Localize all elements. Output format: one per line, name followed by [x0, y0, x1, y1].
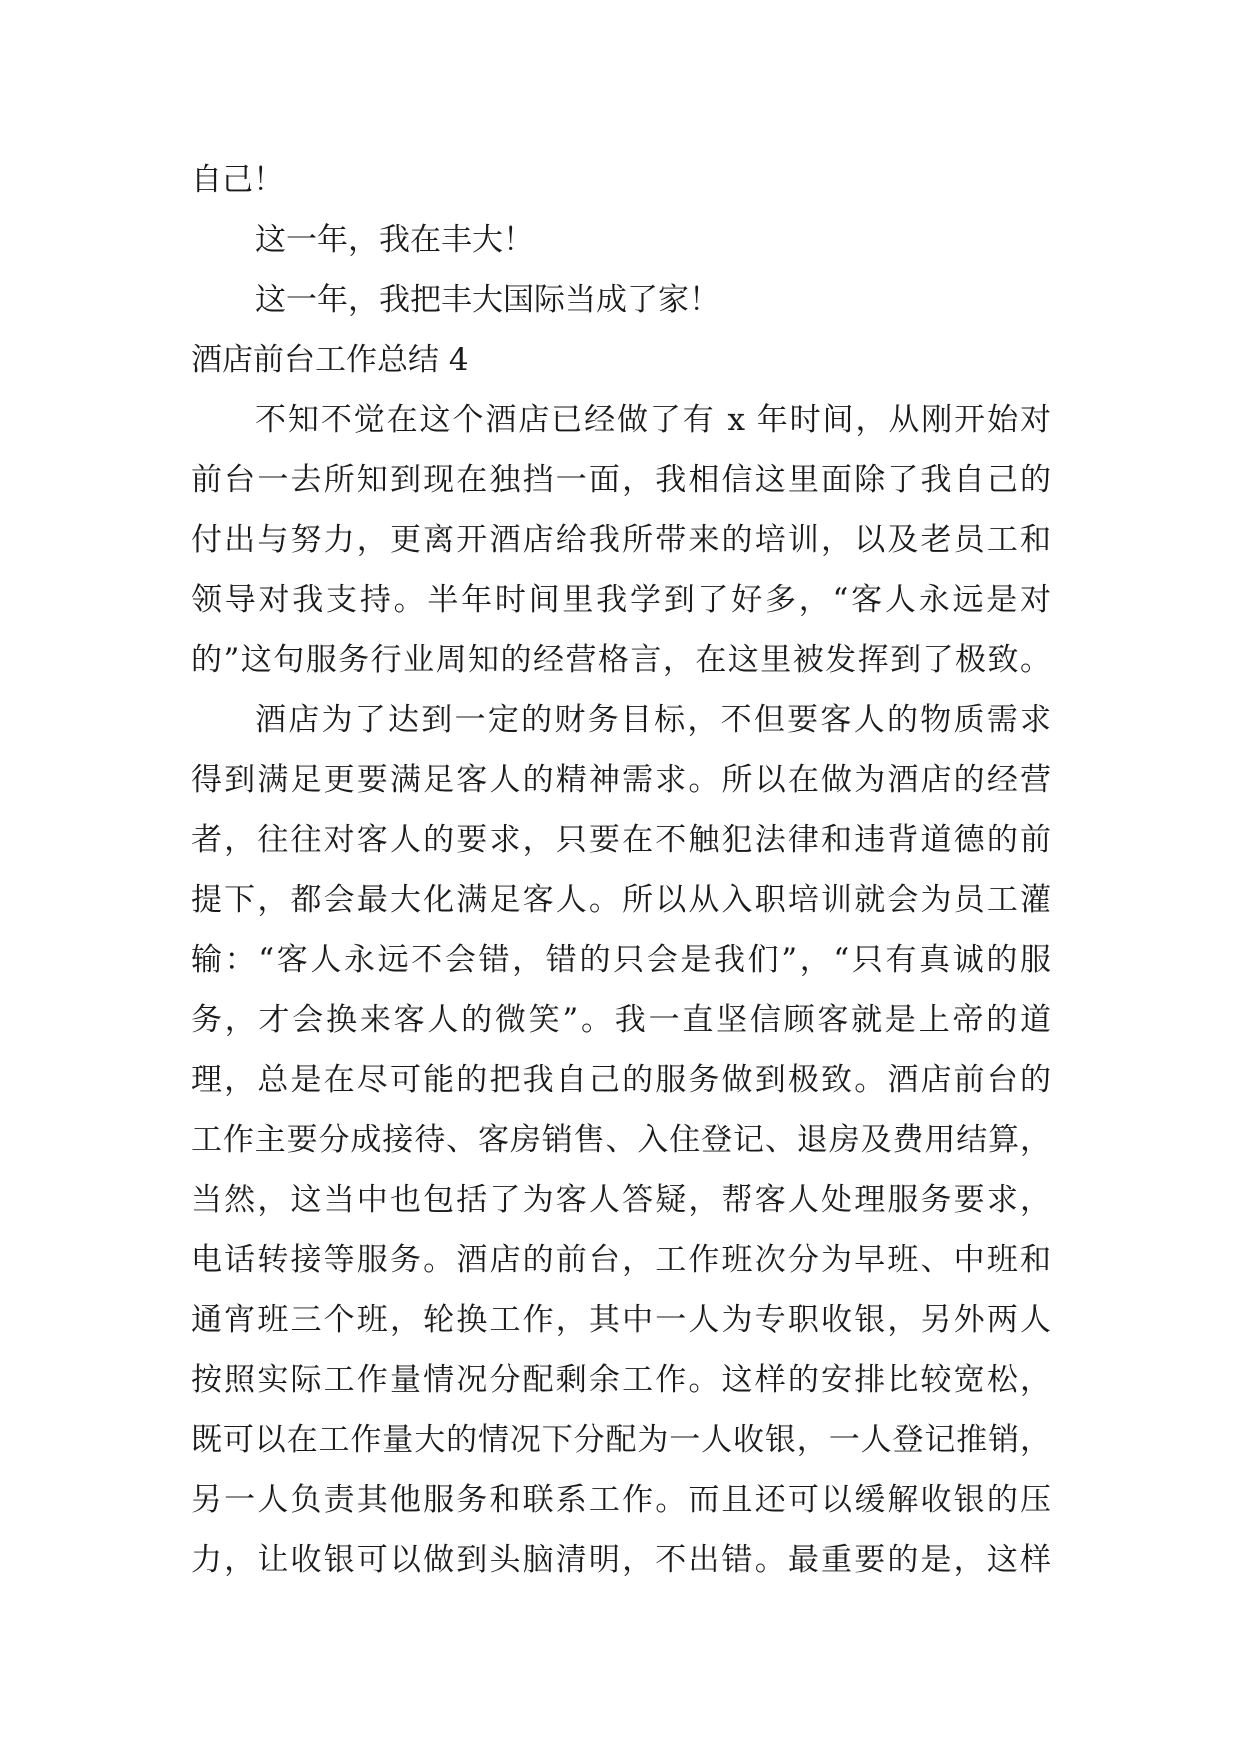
- section-title: 酒店前台工作总结 4: [191, 342, 469, 378]
- text-line: 既可以在工作量大的情况下分配为一人收银，一人登记推销，: [191, 1422, 1051, 1458]
- text-line: 通宵班三个班，轮换工作，其中一人为专职收银，另外两人: [191, 1302, 1051, 1338]
- text-line: 自己！: [191, 162, 284, 198]
- text-line: 另一人负责其他服务和联系工作。而且还可以缓解收银的压: [191, 1482, 1051, 1518]
- text-line: 前台一去所知到现在独挡一面，我相信这里面除了我自己的: [191, 462, 1051, 498]
- paragraph-2: [191, 690, 1051, 1590]
- text-line: 按照实际工作量情况分配剩余工作。这样的安排比较宽松，: [191, 1362, 1051, 1398]
- text-line: 电话转接等服务。酒店的前台，工作班次分为早班、中班和: [191, 1242, 1051, 1278]
- text-line: 这一年，我把丰大国际当成了家！: [255, 282, 720, 318]
- text-line: 的”这句服务行业周知的经营格言，在这里被发挥到了极致。: [191, 642, 1051, 678]
- text-line: 这一年，我在丰大！: [255, 222, 534, 258]
- text-line: 领导对我支持。半年时间里我学到了好多，“客人永远是对: [191, 582, 1051, 618]
- text-line: 者，往往对客人的要求，只要在不触犯法律和违背道德的前: [191, 822, 1051, 858]
- text-line: 提下，都会最大化满足客人。所以从入职培训就会为员工灌: [191, 882, 1051, 918]
- text-line: 力，让收银可以做到头脑清明，不出错。最重要的是，这样: [191, 1542, 1051, 1578]
- text-line: 工作主要分成接待、客房销售、入住登记、退房及费用结算，: [191, 1122, 1051, 1158]
- text-line: 输：“客人永远不会错，错的只会是我们”，“只有真诚的服: [191, 942, 1051, 978]
- text-line: 理，总是在尽可能的把我自己的服务做到极致。酒店前台的: [191, 1062, 1051, 1098]
- text-line: 付出与努力，更离开酒店给我所带来的培训，以及老员工和: [191, 522, 1051, 558]
- text-line: 得到满足更要满足客人的精神需求。所以在做为酒店的经营: [191, 762, 1051, 798]
- text-line: 不知不觉在这个酒店已经做了有 x 年时间，从刚开始对: [255, 402, 1051, 438]
- text-line: 酒店为了达到一定的财务目标，不但要客人的物质需求: [255, 702, 1051, 738]
- text-line: 当然，这当中也包括了为客人答疑，帮客人处理服务要求，: [191, 1182, 1051, 1218]
- paragraph-1: [191, 390, 1051, 690]
- document-body: [191, 150, 1051, 1590]
- text-line: 务，才会换来客人的微笑”。我一直坚信顾客就是上帝的道: [191, 1002, 1051, 1038]
